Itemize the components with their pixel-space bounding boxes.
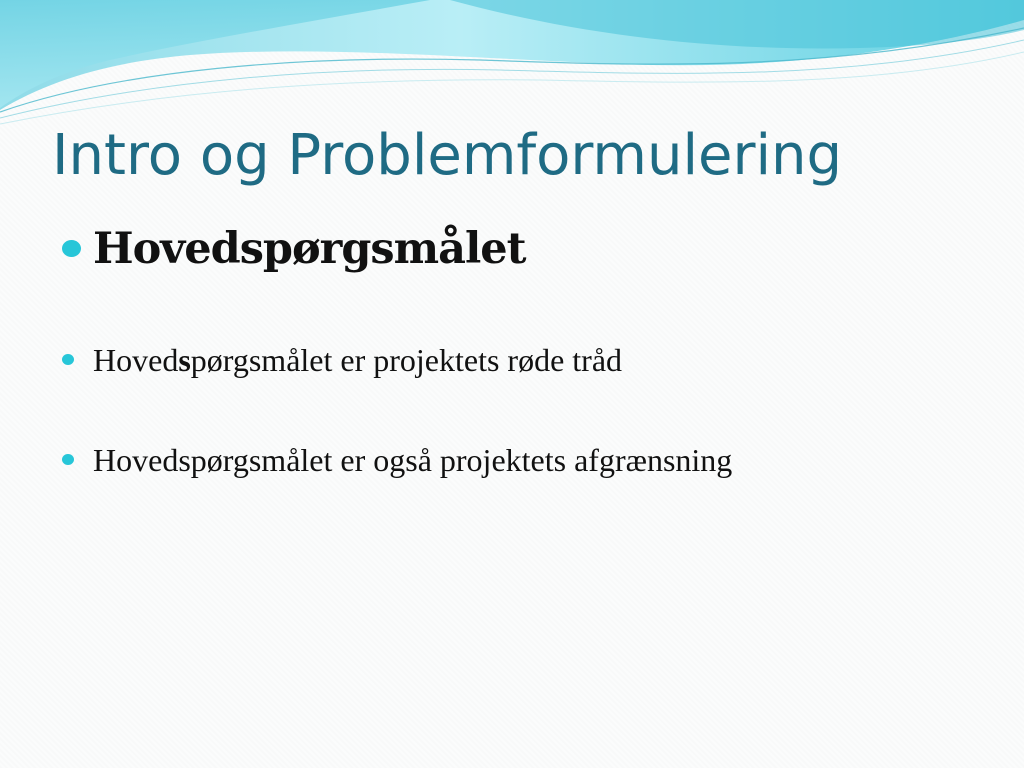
- bullet-item: [62, 442, 732, 479]
- bullet-heading: [62, 224, 526, 274]
- bullet-heading-text: Hovedspørgsmålet: [93, 224, 526, 274]
- bullet-dot-icon: [62, 354, 74, 365]
- bullet-item: [62, 342, 622, 379]
- bullet-text-part: Hoved: [93, 342, 179, 378]
- wave-decoration: [0, 0, 1024, 130]
- bullet-dot-icon: [62, 240, 81, 257]
- bullet-item-text: Hovedspørgsmålet er også projektets afgrænsning: [93, 442, 733, 478]
- bullet-text-part: pørgsmålet er projektets røde tråd: [190, 342, 623, 378]
- slide-title: Intro og Problemformulering: [52, 123, 843, 188]
- bullet-dot-icon: [62, 454, 74, 465]
- bullet-item-text: [93, 342, 622, 379]
- bullet-text-bold-part: s: [178, 342, 191, 378]
